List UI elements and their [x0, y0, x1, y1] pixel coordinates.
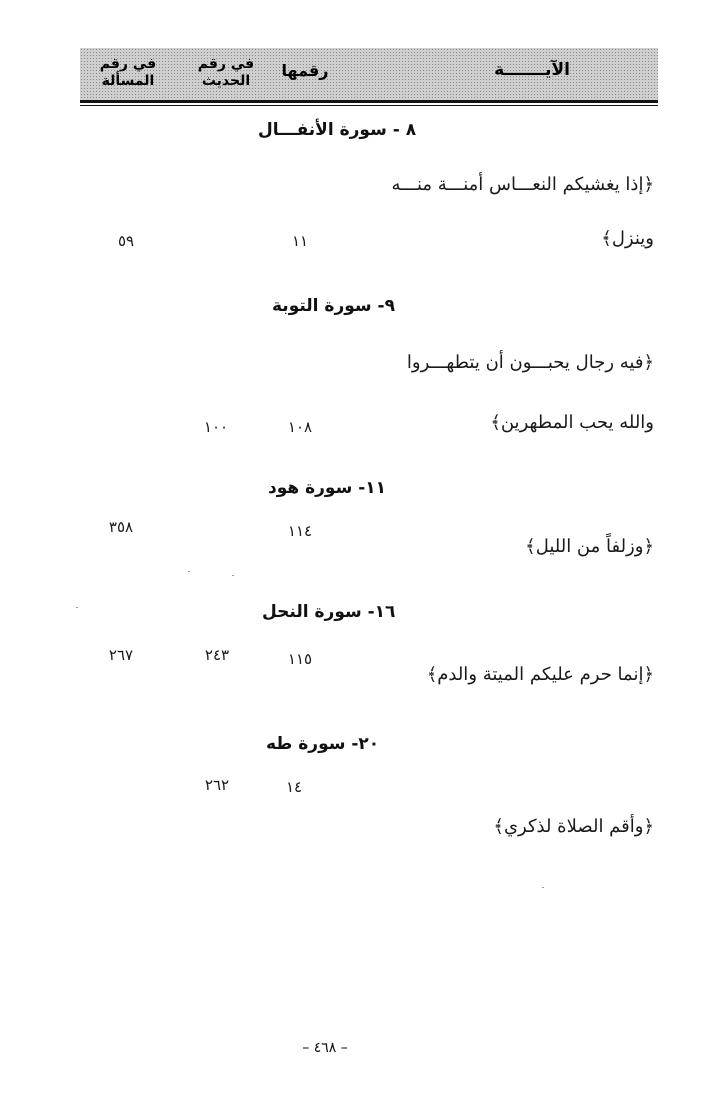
ayah-number: ١١٤ [287, 522, 313, 540]
header-masala-number [86, 56, 170, 90]
hadith-number: ١٠٠ [203, 418, 229, 436]
verse-text: ﴿فيه رجال يحبـــون أن يتطهـــروا [406, 352, 654, 373]
scan-speck [76, 607, 78, 608]
surah-heading: ١٦- سورة النحل [262, 602, 396, 622]
masala-number: ٥٩ [117, 232, 135, 250]
header-masala-line1: في رقم [99, 56, 157, 72]
header-hadith-line2: الحديث [201, 73, 251, 89]
verse-text-continued: والله يحب المطهرين﴾ [490, 412, 654, 433]
scan-speck [232, 575, 234, 576]
ayah-number: ١١ [291, 232, 309, 250]
verse-text-continued: وينزل﴾ [601, 228, 654, 249]
surah-heading: ١١- سورة هود [268, 478, 387, 498]
hadith-number: ٢٦٢ [204, 776, 230, 794]
scan-speck [542, 887, 544, 888]
verse-text: ﴿إنما حرم عليكم الميتة والدم﴾ [426, 664, 654, 685]
verse-text: ﴿إذا يغشيكم النعـــاس أمنـــة منـــه [391, 174, 654, 195]
header-hadith-number [186, 56, 266, 90]
surah-heading: ٢٠- سورة طه [266, 734, 380, 754]
header-ayah: الآيـــــــة [494, 60, 570, 80]
hadith-number: ٢٤٣ [204, 646, 230, 664]
scan-speck [188, 571, 190, 572]
verse-text: ﴿وزلفاً من الليل﴾ [525, 536, 654, 557]
surah-heading: ٨ - سورة الأنفـــال [258, 120, 417, 140]
header-rule [80, 100, 658, 103]
page-number: – ٤٦٨ – [302, 1040, 348, 1056]
ayah-number: ١٤ [285, 778, 303, 796]
verse-text: ﴿وأقم الصلاة لذكري﴾ [493, 816, 654, 837]
header-rule-thin [80, 105, 658, 106]
header-ayah-number: رقمها [281, 61, 329, 80]
surah-heading: ٩- سورة التوبة [272, 296, 395, 316]
ayah-number: ١١٥ [287, 650, 313, 668]
header-hadith-line1: في رقم [197, 56, 255, 72]
header-masala-line2: المسألة [101, 73, 155, 89]
masala-number: ٢٦٧ [108, 646, 134, 664]
masala-number: ٣٥٨ [108, 518, 134, 536]
ayah-number: ١٠٨ [287, 418, 313, 436]
